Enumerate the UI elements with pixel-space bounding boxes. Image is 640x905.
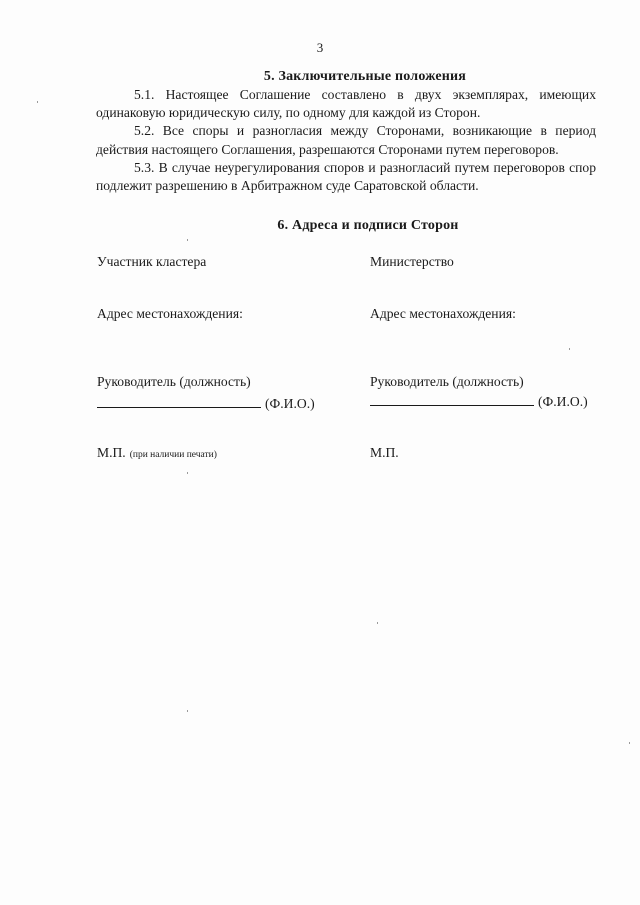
scan-speck [377, 622, 378, 624]
page-number: 3 [316, 40, 324, 55]
left-address-label: Адрес местонахождения: [97, 306, 243, 321]
left-stamp-label: М.П. [97, 445, 126, 460]
right-stamp [370, 445, 399, 461]
left-head-label: Руководитель (должность) [97, 374, 251, 389]
right-head-label: Руководитель (должность) [370, 374, 524, 389]
left-party-name: Участник кластера [97, 254, 207, 269]
left-signature-line [97, 394, 261, 408]
right-address-label: Адрес местонахождения: [370, 306, 516, 321]
paragraph-5-2: 5.2. Все споры и разногласия между Сторонами, возникающие в период действия настоящего Соглашения, разрешаются Сторонами путем переговоров. [96, 123, 596, 157]
right-signature-row [370, 392, 588, 410]
scan-speck [187, 472, 188, 474]
right-stamp-label: М.П. [370, 445, 399, 460]
scan-speck [187, 239, 188, 241]
scan-speck [37, 101, 38, 103]
left-stamp [97, 445, 217, 461]
scan-speck [569, 348, 570, 350]
paragraph-5-1: 5.1. Настоящее Соглашение составлено в двух экземплярах, имеющих одинаковую юридическую силу, по одному для каждой из Сторон. [96, 87, 596, 121]
right-fio-label: (Ф.И.О.) [538, 394, 588, 409]
left-stamp-note: (при наличии печати) [129, 450, 217, 460]
scan-speck [187, 710, 188, 712]
section-5-title: 5. Заключительные положения [263, 69, 467, 84]
section-5-body [96, 86, 596, 195]
right-signature-line [370, 392, 534, 406]
left-signature-row [97, 394, 315, 412]
scan-speck [629, 742, 630, 744]
paragraph-5-3: 5.3. В случае неурегулирования споров и разногласий путем переговоров спор подлежит разрешению в Арбитражном суде Саратовской области. [96, 159, 596, 194]
left-fio-label: (Ф.И.О.) [265, 396, 315, 411]
section-6-title: 6. Адреса и подписи Сторон [277, 218, 459, 233]
right-party-name: Министерство [370, 254, 454, 269]
